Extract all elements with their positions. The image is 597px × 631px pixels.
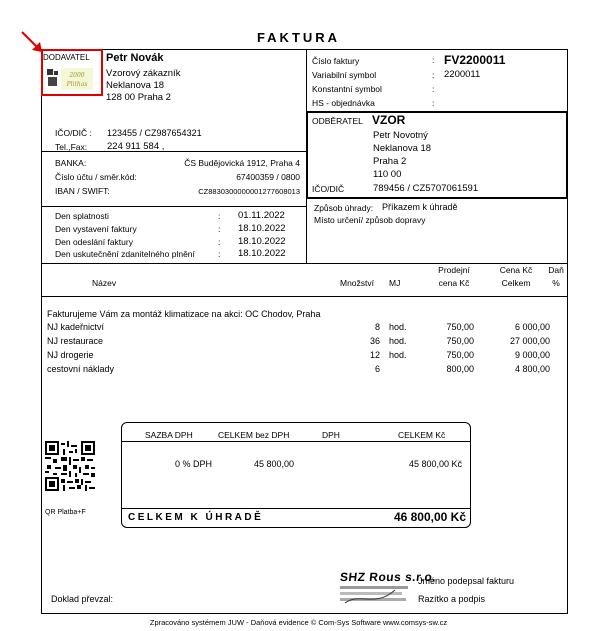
table-cell-total: 27 000,00 xyxy=(509,336,550,346)
variable-symbol: 2200011 xyxy=(444,69,481,80)
table-intro-text: Fakturujeme Vám za montáž klimatizace na akci: OC Chodov, Praha xyxy=(47,309,321,319)
delivery-place-label: Místo určení/ způsob dopravy xyxy=(314,215,426,225)
colon: : xyxy=(218,224,221,234)
supplier-tel-label: Tel.,Fax: xyxy=(55,142,88,152)
divider xyxy=(41,296,568,297)
table-cell-qty: 8 xyxy=(374,322,380,332)
colon: : xyxy=(432,70,435,80)
date-label: Den odeslání faktury xyxy=(55,237,133,247)
table-cell-price: 750,00 xyxy=(446,322,474,332)
invoice-label: Variabilní symbol xyxy=(312,70,377,80)
col-header-tax-unit: % xyxy=(552,278,560,288)
colon: : xyxy=(218,237,221,247)
svg-text:Plithas: Plithas xyxy=(66,81,88,88)
svg-text:2000: 2000 xyxy=(69,72,85,79)
customer-line4: 110 00 xyxy=(373,169,402,180)
invoice-title: FAKTURA xyxy=(256,30,341,45)
col-header-unit: MJ xyxy=(389,278,401,288)
col-header-total: Cena Kč xyxy=(499,265,533,275)
col-header-qty: Množství xyxy=(340,278,375,288)
bank-value: ČS Budějovická 1912, Praha 4 xyxy=(184,158,300,168)
customer-name: VZOR xyxy=(372,113,406,127)
colon: : xyxy=(432,98,435,108)
col-header-price-unit: cena Kč xyxy=(438,278,470,288)
divider xyxy=(121,508,471,509)
colon: : xyxy=(218,211,221,221)
account-label: Číslo účtu / směr.kód: xyxy=(55,172,137,182)
stamp-company-name: SHZ Rous s.r.o. xyxy=(339,570,437,584)
account-value: 67400359 / 0800 xyxy=(236,172,300,182)
qr-label: QR Platba+F xyxy=(45,509,86,516)
vat-header-rate: SAZBA DPH xyxy=(145,430,193,440)
invoice-label: Konstantní symbol xyxy=(312,84,382,94)
vat-header-base: CELKEM bez DPH xyxy=(218,430,290,440)
signature-caption-1: Jméno podepsal fakturu xyxy=(418,576,515,586)
table-cell-name: NJ kadeřnictví xyxy=(47,322,105,332)
vat-base-value: 45 800,00 xyxy=(253,459,294,469)
supplier-line2: Neklanova 18 xyxy=(106,80,165,91)
bank-label: BANKA: xyxy=(55,158,87,168)
supplier-name: Petr Novák xyxy=(106,52,164,64)
col-header-price: Prodejní xyxy=(438,265,470,275)
vat-header-dph: DPH xyxy=(322,430,340,440)
payment-method-value: Příkazem k úhradě xyxy=(382,202,458,212)
received-by-label: Doklad převzal: xyxy=(51,594,114,604)
table-cell-price: 800,00 xyxy=(446,364,474,374)
table-cell-name: NJ drogerie xyxy=(47,350,94,360)
invoice-label: Číslo faktury xyxy=(312,56,360,66)
signature-caption-2: Razítko a podpis xyxy=(418,594,486,604)
iban-value: CZ8830300000001277608013 xyxy=(198,187,300,196)
table-cell-qty: 12 xyxy=(369,350,380,360)
date-value: 01.11.2022 xyxy=(238,210,285,221)
table-cell-qty: 6 xyxy=(374,364,380,374)
invoice-label: HS - objednávka xyxy=(312,98,375,108)
table-cell-unit: hod. xyxy=(389,336,407,346)
table-cell-total: 9 000,00 xyxy=(514,350,550,360)
col-header-total-sub: Celkem xyxy=(501,278,531,288)
date-label: Den vystavení faktury xyxy=(55,224,137,234)
table-cell-unit: hod. xyxy=(389,322,407,332)
date-label: Den uskutečnění zdanitelného plnění xyxy=(55,249,195,259)
supplier-logo xyxy=(45,66,95,92)
table-cell-price: 750,00 xyxy=(446,336,474,346)
supplier-line3: 128 00 Praha 2 xyxy=(106,92,171,103)
col-header-tax: Daň xyxy=(548,265,564,275)
supplier-tel-value: 224 911 584 , xyxy=(107,141,165,152)
divider xyxy=(306,199,307,263)
colon: : xyxy=(432,84,435,94)
customer-line3: Praha 2 xyxy=(373,156,407,167)
table-cell-total: 6 000,00 xyxy=(514,322,550,332)
supplier-label: DODAVATEL xyxy=(43,53,90,62)
divider xyxy=(41,206,306,207)
supplier-ico-value: 123455 / CZ987654321 xyxy=(107,128,202,138)
date-value: 18.10.2022 xyxy=(238,236,286,247)
divider xyxy=(121,441,471,442)
customer-label: ODBĚRATEL xyxy=(312,116,363,126)
vat-header-total: CELKEM Kč xyxy=(398,430,446,440)
customer-line1: Petr Novotný xyxy=(373,130,428,141)
table-cell-unit: hod. xyxy=(389,350,407,360)
table-cell-name: cestovní náklady xyxy=(47,364,115,374)
colon: : xyxy=(218,249,221,259)
supplier-ico-label: IČO/DIČ : xyxy=(55,128,92,138)
date-value: 18.10.2022 xyxy=(238,223,286,234)
divider xyxy=(41,263,568,264)
table-cell-qty: 36 xyxy=(369,336,380,346)
date-label: Den splatnosti xyxy=(55,211,109,221)
supplier-line1: Vzorový zákazník xyxy=(106,68,181,79)
iban-label: IBAN / SWIFT: xyxy=(55,186,110,196)
colon: : xyxy=(432,55,435,65)
grand-total-value: 46 800,00 Kč xyxy=(393,510,466,524)
customer-ico-value: 789456 / CZ5707061591 xyxy=(373,183,479,194)
software-credits: Zpracováno systémem JUW - Daňová evidence © Com-Sys Software www.comsys-sw.cz xyxy=(149,618,448,627)
vat-total-value: 45 800,00 Kč xyxy=(408,459,462,469)
customer-ico-label: IČO/DIČ xyxy=(312,184,345,194)
customer-line2: Neklanova 18 xyxy=(373,143,432,154)
grand-total-label: CELKEM K ÚHRADĚ xyxy=(128,512,264,523)
vat-rate-value: 0 % DPH xyxy=(175,459,213,469)
col-header-name: Název xyxy=(92,278,117,288)
invoice-number: FV2200011 xyxy=(444,53,506,67)
date-value: 18.10.2022 xyxy=(238,248,286,259)
table-cell-name: NJ restaurace xyxy=(47,336,104,346)
table-cell-total: 4 800,00 xyxy=(514,364,550,374)
table-cell-price: 750,00 xyxy=(446,350,474,360)
qr-code xyxy=(45,436,95,508)
payment-method-label: Způsob úhrady: xyxy=(314,203,374,213)
